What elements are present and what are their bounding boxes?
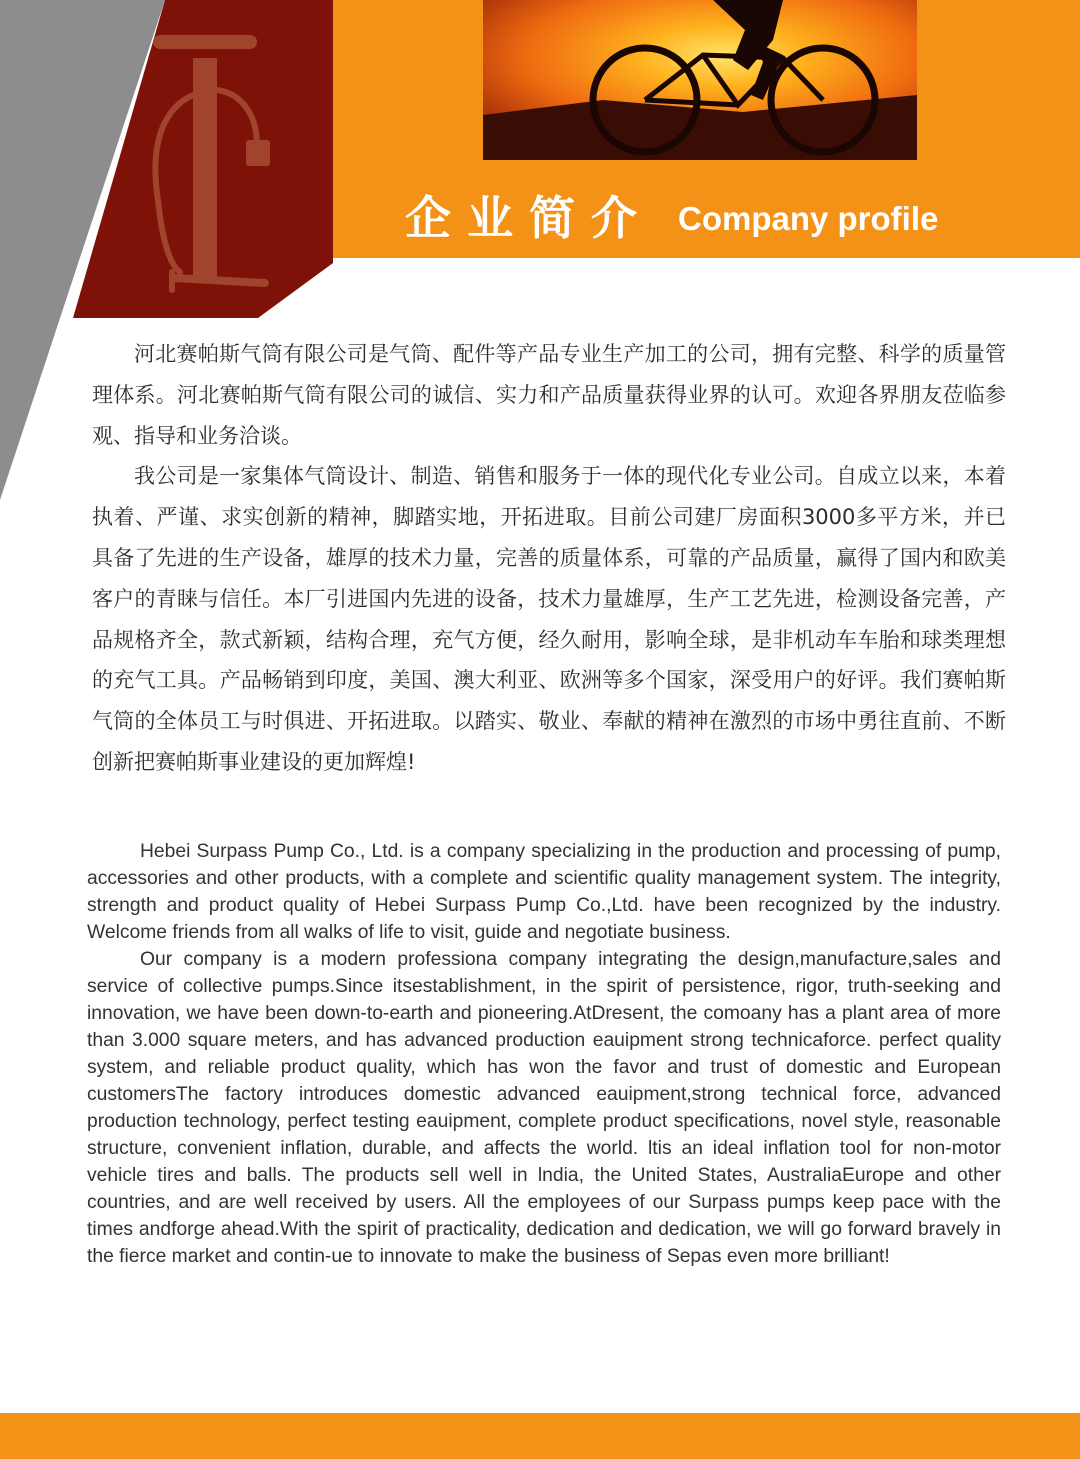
title-chinese: 企业简介 bbox=[405, 191, 653, 245]
footer-bar bbox=[0, 1413, 1080, 1459]
chinese-paragraph-1: 河北赛帕斯气筒有限公司是气筒、配件等产品专业生产加工的公司，拥有完整、科学的质量管理体系。河北赛帕斯气筒有限公司的诚信、实力和产品质量获得业界的认可。欢迎各界朋友莅临参观、指导和业务洽谈。 bbox=[92, 342, 1006, 448]
english-paragraph-1: Hebei Surpass Pump Co., Ltd. is a company specializing in the production and processing of pump, accessories and other products, with a complete and scientific quality management system. The integrity, strength and product quality of Hebei Surpass Pump Co.,Ltd. have been recognized by the industry. Welcome friends from all walks of life to visit, guide and negotiate business. bbox=[87, 841, 1001, 943]
chinese-description bbox=[92, 334, 1006, 783]
english-description bbox=[87, 838, 1001, 1270]
title-english: Company profile bbox=[678, 200, 939, 237]
chinese-paragraph-2: 我公司是一家集体气筒设计、制造、销售和服务于一体的现代化专业公司。自成立以来，本着执着、严谨、求实创新的精神，脚踏实地，开拓进取。目前公司建厂房面积3000多平方米，并已具备了先进的生产设备，雄厚的技术力量，完善的质量体系，可靠的产品质量，赢得了国内和欧美客户的青睐与信任。本厂引进国内先进的设备，技术力量雄厚，生产工艺先进，检测设备完善，产品规格齐全，款式新颖，结构合理，充气方便，经久耐用，影响全球，是非机动车车胎和球类理想的充气工具。产品畅销到印度，美国、澳大利亚、欧洲等多个国家，深受用户的好评。我们赛帕斯气筒的全体员工与时俱进、开拓进取。以踏实、敬业、奉献的精神在激烈的市场中勇往直前、不断创新把赛帕斯事业建设的更加辉煌! bbox=[92, 464, 1006, 774]
english-paragraph-2: Our company is a modern professiona company integrating the design,manufacture,sales and service of collective pumps.Since itsestablishment, in the spirit of persistence, rigor, truth-seeking and innovation, we have been down-to-earth and pioneering.AtDresent, the comoany has a plant area of more than 3.000 square meters, and has advanced production eauipment strong technicaforce. perfect quality system, and reliable product quality, which has won the favor and trust of domestic and European customersThe factory introduces domestic advanced eauipment,strong technical force, advanced production technology, perfect testing eauipment, complete product specifications, novel style, reasonable structure, convenient inflation, durable, and affects the world. ltis an ideal inflation tool for non-motor vehicle tires and balls. The products sell well in lndia, the United States, AustraliaEurope and other countries, and are well received by users. All the employees of our Surpass pumps keep pace with the times andforge ahead.With the spirit of practicality, dedication and dedication, we will go forward bravely in the fierce market and contin-ue to innovate to make the business of Sepas even more brilliant! bbox=[87, 949, 1001, 1267]
cyclist-photo bbox=[483, 0, 917, 160]
